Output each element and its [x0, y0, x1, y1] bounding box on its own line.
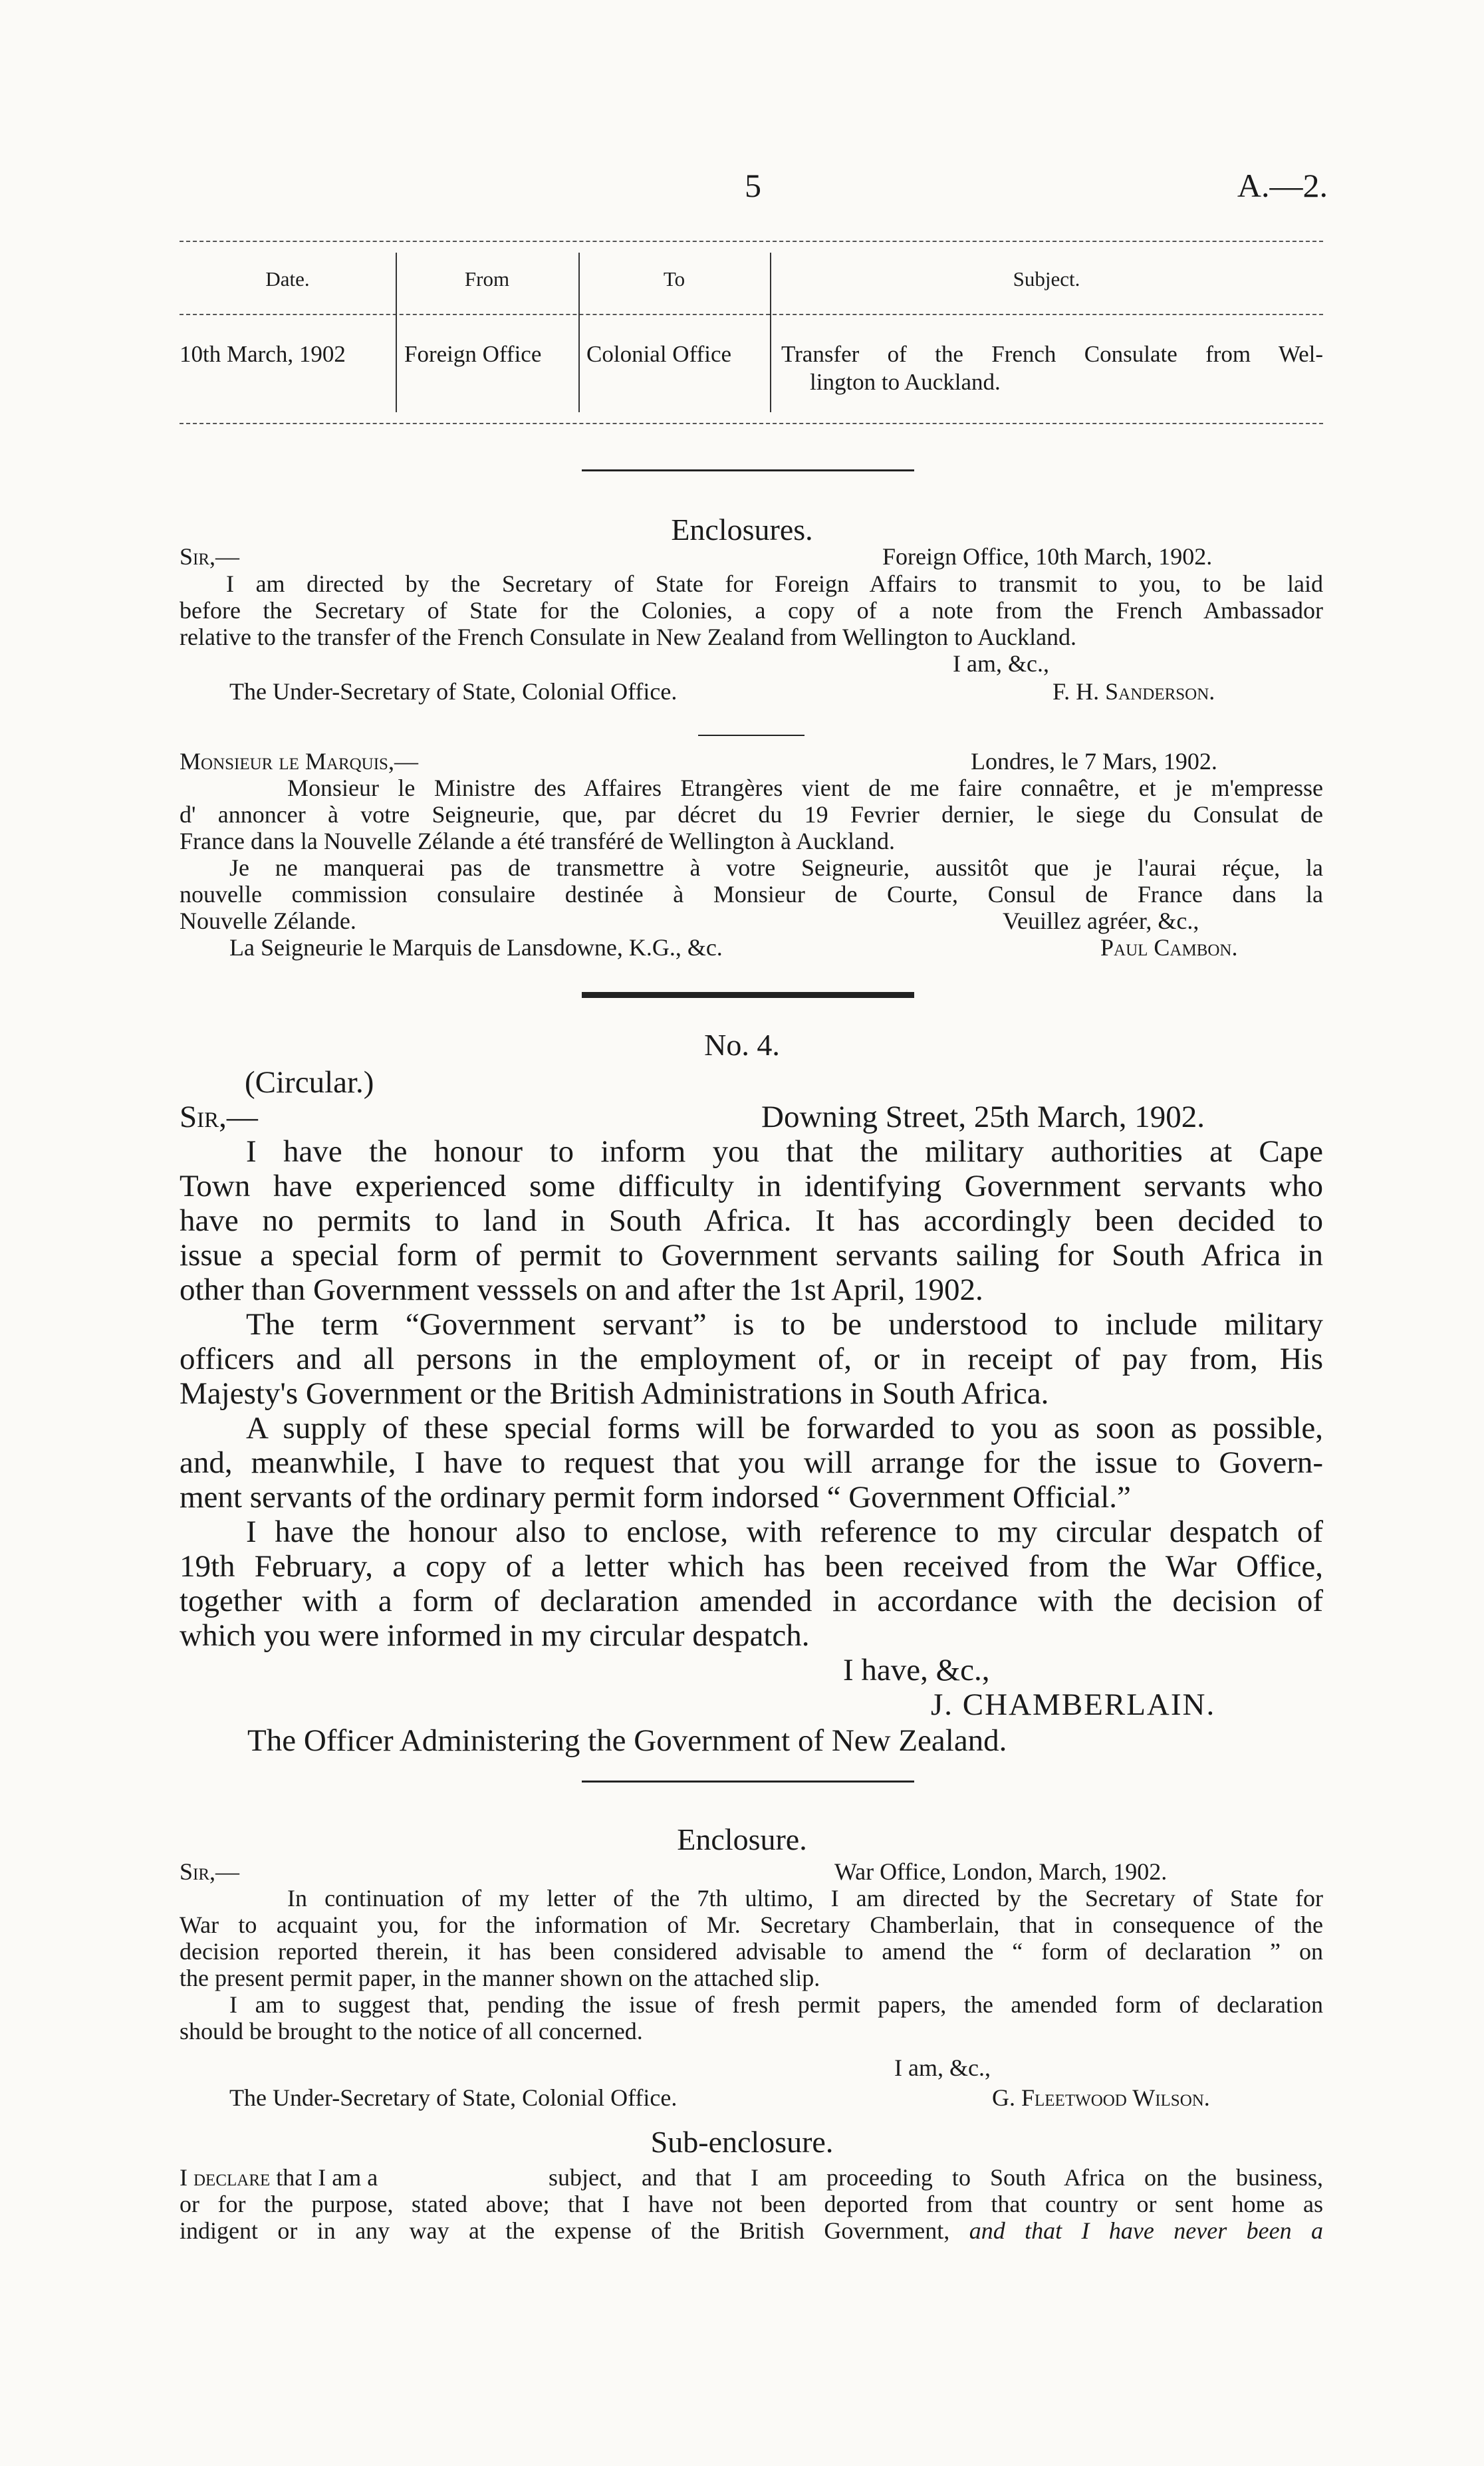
french-signature: Paul Cambon.	[1100, 934, 1238, 961]
correspondence-table	[180, 241, 1323, 426]
cell-subject-line2: lington to Auckland.	[810, 369, 1001, 395]
no4-closing: I have, &c.,	[843, 1653, 990, 1687]
no4-heading: No. 4.	[704, 1028, 780, 1062]
enclosures-signature: F. H. Sanderson.	[1052, 678, 1215, 705]
no4-body-line: issue a special form of permit to Government servants sailing for South Africa in	[180, 1238, 1323, 1273]
enclosures-closing: I am, &c.,	[953, 650, 1049, 677]
enclosure-body-line: decision reported therein, it has been considered advisable to amend the “ form of declaration ” on	[180, 1938, 1323, 1965]
cell-from: Foreign Office	[404, 341, 542, 367]
table-bottom-rule	[180, 423, 1323, 424]
enclosure-salutation: Sir,—	[180, 1858, 240, 1885]
enclosure-body-line: should be brought to the notice of all concerned.	[180, 2018, 643, 2044]
table-top-rule	[180, 241, 1323, 242]
section-rule	[582, 1781, 914, 1783]
no4-body-line: 19th February, a copy of a letter which has been received from the War Office,	[180, 1549, 1323, 1584]
enclosures-body-line: I am directed by the Secretary of State for Foreign Affairs to transmit to you, to be laid	[226, 570, 1323, 597]
section-rule	[582, 469, 914, 471]
no4-addressee: The Officer Administering the Government of New Zealand.	[247, 1723, 1007, 1758]
declare-word: I declare	[180, 2164, 271, 2191]
enclosure-signature: G. Fleetwood Wilson.	[992, 2084, 1210, 2111]
col-header-to: To	[663, 267, 685, 291]
enclosure-body-line: the present permit paper, in the manner shown on the attached slip.	[180, 1965, 820, 1991]
col-header-from: From	[464, 267, 510, 291]
cell-subject-line1: Transfer of the French Consulate from Wel-	[781, 341, 1323, 367]
enclosure-body-line: I am to suggest that, pending the issue of fresh permit papers, the amended form of declaration	[229, 1991, 1323, 2018]
declaration-text: indigent or in any way at the expense of the British Government,	[180, 2217, 950, 2244]
enclosures-addressee: The Under-Secretary of State, Colonial Office.	[229, 678, 678, 705]
table-header-rule	[180, 314, 1323, 315]
page-reference: A.—2.	[1237, 167, 1328, 204]
enclosure-heading: Enclosure.	[677, 1822, 807, 1856]
no4-body-line: I have the honour also to enclose, with reference to my circular despatch of	[246, 1515, 1323, 1549]
col-header-subject: Subject.	[1013, 267, 1080, 291]
no4-body-line: have no permits to land in South Africa. It has accordingly been decided to	[180, 1203, 1323, 1238]
no4-body-line: officers and all persons in the employment of, or in receipt of pay from, His	[180, 1342, 1323, 1376]
french-body-line: Monsieur le Ministre des Affaires Etrangères vient de me faire connaêtre, et je m'empresse	[287, 775, 1323, 801]
french-body-line: Je ne manquerai pas de transmettre à votre Seigneurie, aussitôt que je l'aurai réçue, la	[229, 854, 1323, 881]
no4-body-line: together with a form of declaration amended in accordance with the decision of	[180, 1584, 1323, 1618]
enclosures-body-line: before the Secretary of State for the Colonies, a copy of a note from the French Ambassador	[180, 597, 1323, 624]
french-addressee: La Seigneurie le Marquis de Lansdowne, K.G., &c.	[229, 934, 723, 961]
cell-date: 10th March, 1902	[180, 341, 346, 367]
declaration-line	[180, 2217, 1323, 2244]
no4-body-line: which you were informed in my circular despatch.	[180, 1618, 810, 1653]
no4-body-line: and, meanwhile, I have to request that you will arrange for the issue to Govern-	[180, 1445, 1323, 1480]
no4-circular-label: (Circular.)	[245, 1065, 374, 1100]
enclosures-heading: Enclosures.	[671, 513, 813, 547]
sub-enclosure-heading: Sub-enclosure.	[650, 2125, 834, 2159]
col-header-date: Date.	[265, 267, 310, 291]
enclosure-place-date: War Office, London, March, 1902.	[834, 1858, 1168, 1885]
french-closing: Veuillez agréer, &c.,	[1003, 908, 1199, 934]
no4-body-line: A supply of these special forms will be forwarded to you as soon as possible,	[246, 1411, 1323, 1445]
french-place-date: Londres, le 7 Mars, 1902.	[971, 748, 1217, 775]
no4-place-date: Downing Street, 25th March, 1902.	[761, 1100, 1205, 1134]
declaration-italic-text: and that I have never been a	[969, 2217, 1323, 2244]
no4-signature: J. CHAMBERLAIN.	[931, 1687, 1216, 1722]
enclosures-salutation: Sir,—	[180, 543, 240, 570]
declaration-text: that I am a	[276, 2164, 378, 2191]
no4-salutation: Sir,—	[180, 1100, 258, 1134]
cell-to: Colonial Office	[586, 341, 732, 367]
enclosure-body-line: War to acquaint you, for the information of Mr. Secretary Chamberlain, that in consequence of the	[180, 1911, 1323, 1938]
french-body-line: Nouvelle Zélande.	[180, 908, 356, 934]
enclosure-body-line: In continuation of my letter of the 7th ultimo, I am directed by the Secretary of State for	[287, 1885, 1323, 1911]
page-number: 5	[745, 167, 761, 204]
enclosures-place-date: Foreign Office, 10th March, 1902.	[882, 543, 1213, 570]
no4-body-line: ment servants of the ordinary permit form indorsed “ Government Official.”	[180, 1480, 1131, 1515]
enclosure-addressee: The Under-Secretary of State, Colonial Office.	[229, 2084, 678, 2111]
french-body-line: nouvelle commission consulaire destinée à Monsieur de Courte, Consul de France dans la	[180, 881, 1323, 908]
declaration-line: or for the purpose, stated above; that I have not been deported from that country or sent home as	[180, 2191, 1323, 2217]
heavy-rule	[582, 992, 914, 998]
enclosures-body-line: relative to the transfer of the French Consulate in New Zealand from Wellington to Auckland.	[180, 624, 1077, 650]
no4-body-line: The term “Government servant” is to be understood to include military	[246, 1307, 1323, 1342]
french-body-line: France dans la Nouvelle Zélande a été transféré de Wellington à Auckland.	[180, 828, 896, 854]
french-body-line: d' annoncer à votre Seigneurie, que, par décret du 19 Fevrier dernier, le siege du Consulat de	[180, 801, 1323, 828]
short-rule	[698, 735, 804, 736]
no4-body-line: I have the honour to inform you that the military authorities at Cape	[246, 1134, 1323, 1169]
no4-body-line: other than Government vesssels on and after the 1st April, 1902.	[180, 1273, 983, 1307]
no4-body-line: Town have experienced some difficulty in identifying Government servants who	[180, 1169, 1323, 1203]
french-salutation: Monsieur le Marquis,—	[180, 748, 418, 775]
no4-body-line: Majesty's Government or the British Administrations in South Africa.	[180, 1376, 1049, 1411]
declaration-text: subject, and that I am proceeding to South Africa on the business,	[549, 2164, 1323, 2191]
enclosure-closing: I am, &c.,	[894, 2054, 991, 2081]
declaration-line	[180, 2164, 378, 2191]
